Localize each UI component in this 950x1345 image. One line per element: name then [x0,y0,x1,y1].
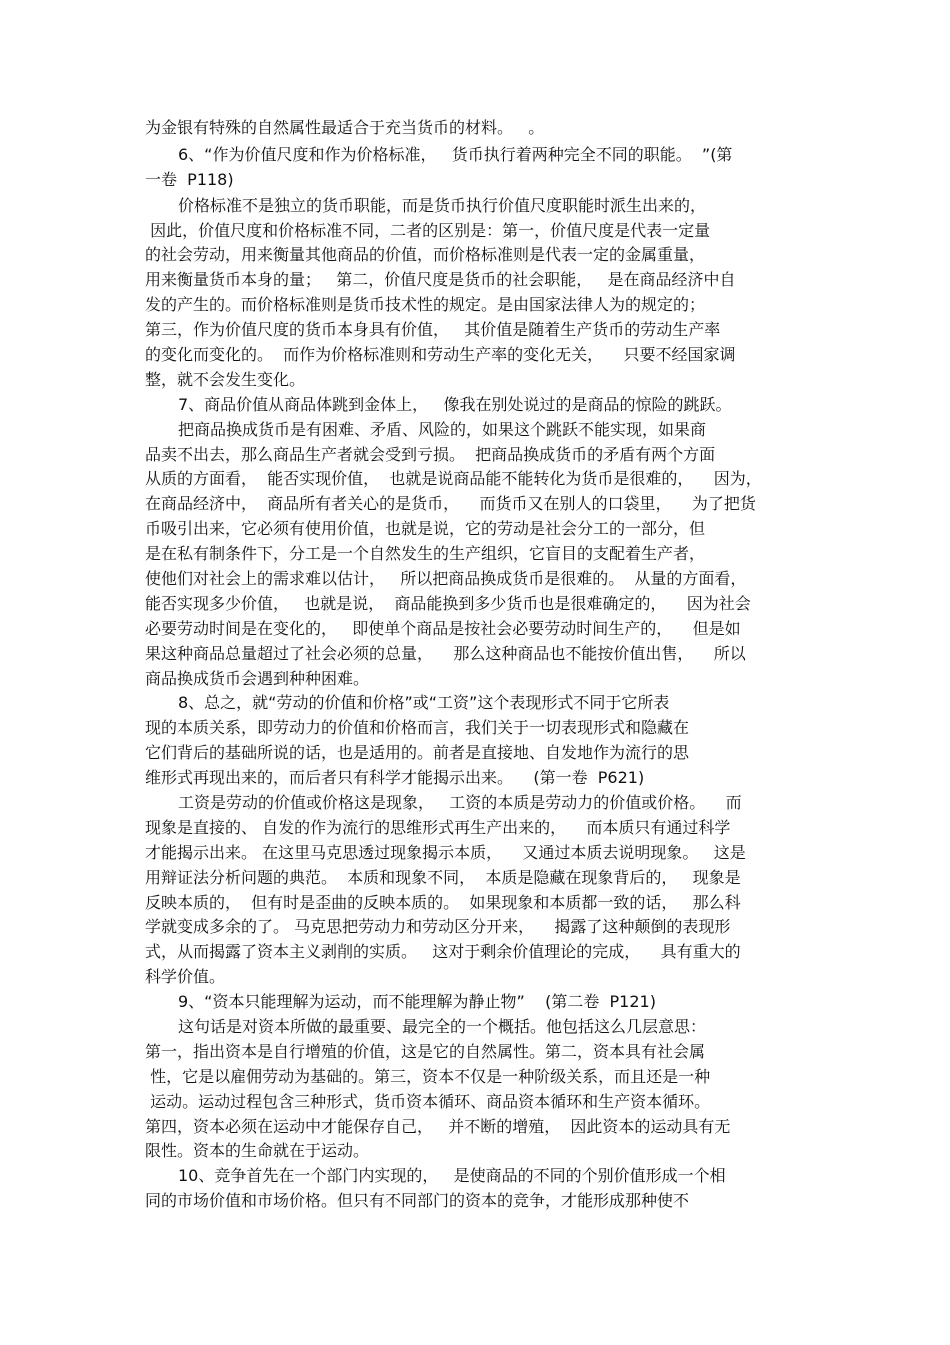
text-line: 品卖不出去，那么商品生产者就会受到亏损。 把商品换成货币的矛盾有两个方面 [145,445,716,464]
text-line: 它们背后的基础所说的话，也是适用的。前者是直接地、自发地作为流行的思 [145,743,690,762]
text-line: 9、“资本只能理解为运动，而不能理解为静止物” (第二卷 P121) [178,992,656,1011]
text-line: 的社会劳动，用来衡量其他商品的价值，而价格标准则是代表一定的金属重量， [145,245,706,264]
text-line: 8、总之，就“劳动的价值和价格”或“工资”这个表现形式不同于它所表 [178,693,670,712]
text-line: 整，就不会发生变化。 [145,370,306,389]
text-line: 一卷 P118) [145,170,234,189]
text-line: 运动。运动过程包含三种形式，货币资本循环、商品资本循环和生产资本循环。 [145,1092,711,1111]
text-line: 用辩证法分析问题的典范。 本质和现象不同， 本质是隐藏在现象背后的， 现象是 [145,868,741,887]
text-line: 因此，价值尺度和价格标准不同，二者的区别是：第一，价值尺度是代表一定量 [145,221,711,240]
text-line: 学就变成多余的了。 马克思把劳动力和劳动区分开来， 揭露了这种颠倒的表现形 [145,917,731,936]
text-line: 反映本质的， 但有时是歪曲的反映本质的。 如果现象和本质都一致的话， 那么科 [145,893,741,912]
text-line: 必要劳动时间是在变化的， 即使单个商品是按社会必要劳动时间生产的， 但是如 [145,619,741,638]
text-line: 发的产生的。而价格标准则是货币技术性的规定。是由国家法律人为的规定的； [145,295,706,314]
text-line: 才能揭示出来。 在这里马克思透过现象揭示本质， 又通过本质去说明现象。 这是 [145,843,746,862]
text-line: 在商品经济中， 商品所有者关心的是货币， 而货币又在别人的口袋里， 为了把货 [145,494,756,513]
text-line: 第一，指出资本是自行增殖的价值，这是它的自然属性。第二，资本具有社会属 [145,1042,706,1061]
text-line: 7、商品价值从商品体跳到金体上， 像我在别处说过的是商品的惊险的跳跃。 [178,395,732,414]
text-line: 维形式再现出来的，而后者只有科学才能揭示出来。 (第一卷 P621) [145,768,645,787]
text-line: 式，从而揭露了资本主义剥削的实质。 这对于剩余价值理论的完成， 具有重大的 [145,942,741,961]
text-line: 现的本质关系，即劳动力的价值和价格而言，我们关于一切表现形式和隐藏在 [145,718,690,737]
text-line: 现象是直接的、 自发的作为流行的思维形式再生产出来的， 而本质只有通过科学 [145,818,731,837]
text-line: 的变化而变化的。 而作为价格标准则和劳动生产率的变化无关， 只要不经国家调 [145,345,736,364]
text-line: 科学价值。 [145,967,226,986]
text-line: 限性。资本的生命就在于运动。 [145,1141,370,1160]
text-line: 这句话是对资本所做的最重要、最完全的一个概括。他包括这么几层意思： [178,1017,707,1036]
text-line: 果这种商品总量超过了社会必须的总量， 那么这种商品也不能按价值出售， 所以 [145,644,746,663]
text-line: 第三，作为价值尺度的货币本身具有价值， 其价值是随着生产货币的劳动生产率 [145,320,721,339]
text-line: 币吸引出来，它必须有使用价值，也就是说，它的劳动是社会分工的一部分，但 [145,519,706,538]
text-line: 使他们对社会上的需求难以估计， 所以把商品换成货币是很难的。 从量的方面看， [145,569,747,588]
text-line: 6、“作为价值尺度和作为价格标准， 货币执行着两种完全不同的职能。 ”(第 [178,145,733,164]
text-line: 为金银有特殊的自然属性最适合于充当货币的材料。 。 [145,118,545,137]
text-line: 从质的方面看， 能否实现价值， 也就是说商品能不能转化为货币是很难的， 因为， [145,469,762,488]
text-line: 第四，资本必须在运动中才能保存自己， 并不断的增殖， 因此资本的运动具有无 [145,1117,731,1136]
text-line: 是在私有制条件下，分工是一个自然发生的生产组织，它盲目的支配着生产者， [145,544,706,563]
text-line: 能否实现多少价值， 也就是说， 商品能换到多少货币也是很难确定的， 因为社会 [145,594,751,613]
text-line: 10、竞争首先在一个部门内实现的， 是使商品的不同的个别价值形成一个相 [178,1166,726,1185]
text-line: 性，它是以雇佣劳动为基础的。第三，资本不仅是一种阶级关系，而且还是一种 [145,1067,711,1086]
text-line: 把商品换成货币是有困难、矛盾、风险的，如果这个跳跃不能实现，如果商 [178,420,707,439]
text-line: 工资是劳动的价值或价格这是现象， 工资的本质是劳动力的价值或价格。 而 [178,793,742,812]
text-line: 商品换成货币会遇到种种困难。 [145,669,370,688]
text-line: 价格标准不是独立的货币职能，而是货币执行价值尺度职能时派生出来的， [178,196,707,215]
text-line: 同的市场价值和市场价格。但只有不同部门的资本的竞争，才能形成那种使不 [145,1191,690,1210]
text-line: 用来衡量货币本身的量； 第二，价值尺度是货币的社会职能， 是在商品经济中自 [145,270,736,289]
